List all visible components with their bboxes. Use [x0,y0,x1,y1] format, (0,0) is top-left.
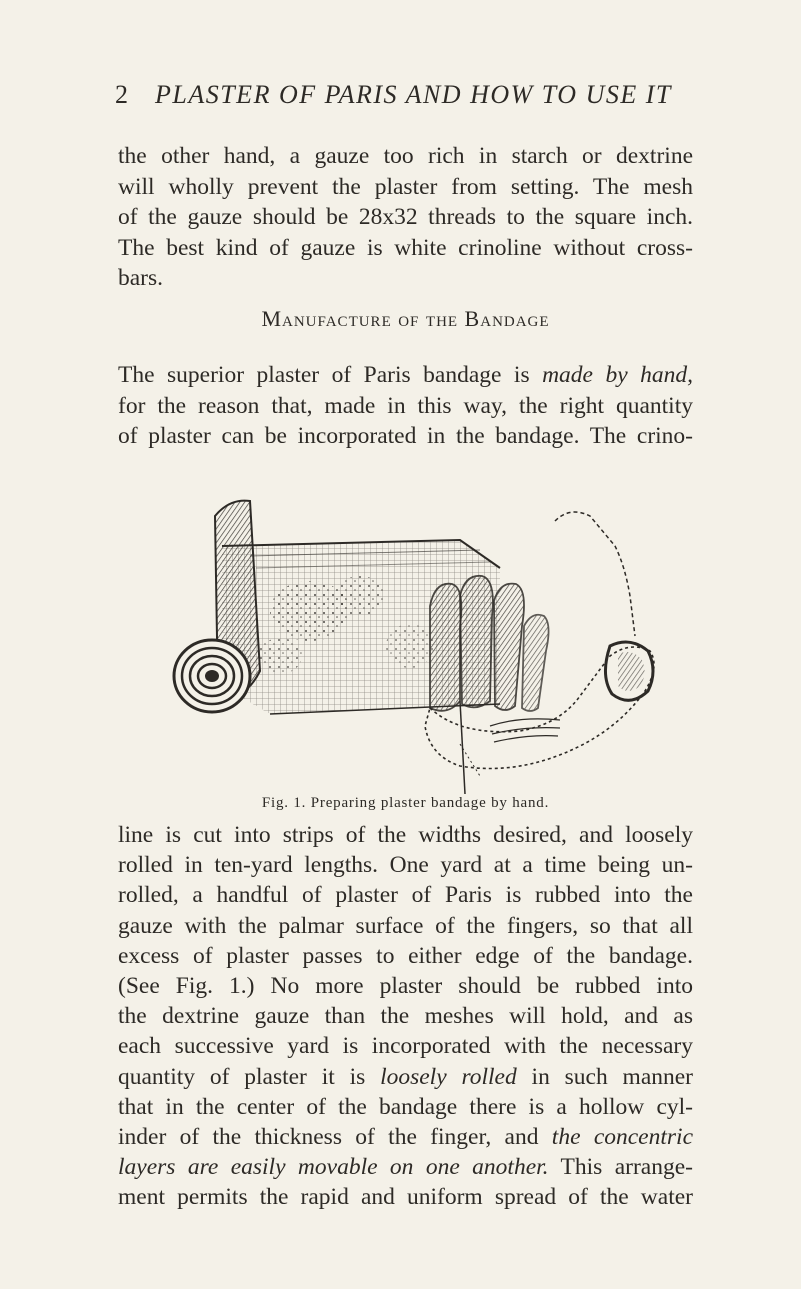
emphasis-text: loosely rolled [380,1063,517,1090]
emphasis-text: the concentric [551,1124,693,1151]
text-line: will wholly prevent the plaster from setting. The mesh [118,173,693,200]
figure-caption: Fig. 1. Preparing plaster bandage by hand. [261,795,550,811]
text-line: rolled in ten-yard lengths. One yard at a time being un- [118,852,693,879]
text-run: The superior plaster of Paris bandage is [118,362,543,388]
paragraph-procedure [118,820,693,1213]
text-line [118,1062,693,1092]
text-line: of the gauze should be 28x32 threads to the square inch. [118,204,693,230]
text-line: the dextrine gauze than the meshes will hold, and as [118,1003,693,1030]
emphasis-text: made by hand, [542,362,693,388]
text-run: This arrange- [548,1154,693,1181]
running-head-title: PLASTER OF PARIS AND HOW TO USE IT [155,80,672,109]
page-number: 2 [115,80,129,109]
text-line: for the reason that, made in this way, the right quantity [118,392,693,419]
text-line: gauze with the palmar surface of the fingers, so that all [118,912,693,939]
text-line: that in the center of the bandage there is a hollow cyl- [118,1093,693,1120]
bandage-roll [174,501,260,712]
text-line: The best kind of gauze is white crinoline without cross- [118,234,693,261]
text-line: rolled, a handful of plaster of Paris is rubbed into the [118,882,693,909]
text-line: line is cut into strips of the widths desired, and loosely [118,822,693,848]
emphasis-text: layers are easily movable on one another. [118,1154,549,1181]
text-line: ment permits the rapid and uniform spread of the water [118,1184,693,1211]
paragraph-gauze-requirements [118,141,693,294]
text-line [118,1152,693,1182]
text-line: excess of plaster passes to either edge of the bandage. [118,942,693,969]
text-line: (See Fig. 1.) No more plaster should be rubbed into [118,973,693,1000]
section-heading: Manufacture of the Bandage [261,306,550,331]
paragraph-manufacture-intro [118,360,693,452]
text-run: inder of the thickness of the finger, and [118,1124,552,1151]
text-line: each successive yard is incorporated with the necessary [118,1033,693,1060]
text-line: of plaster can be incorporated in the bandage. The crino- [118,423,693,449]
figure-bandage-illustration [160,476,665,794]
running-head [115,80,685,110]
text-run: in such manner [516,1063,694,1090]
text-run: quantity of plaster it is [118,1063,381,1090]
text-line [118,360,693,391]
text-line: bars. [118,265,164,291]
text-line [118,1122,693,1152]
text-line: the other hand, a gauze too rich in starch or dextrine [118,143,693,169]
